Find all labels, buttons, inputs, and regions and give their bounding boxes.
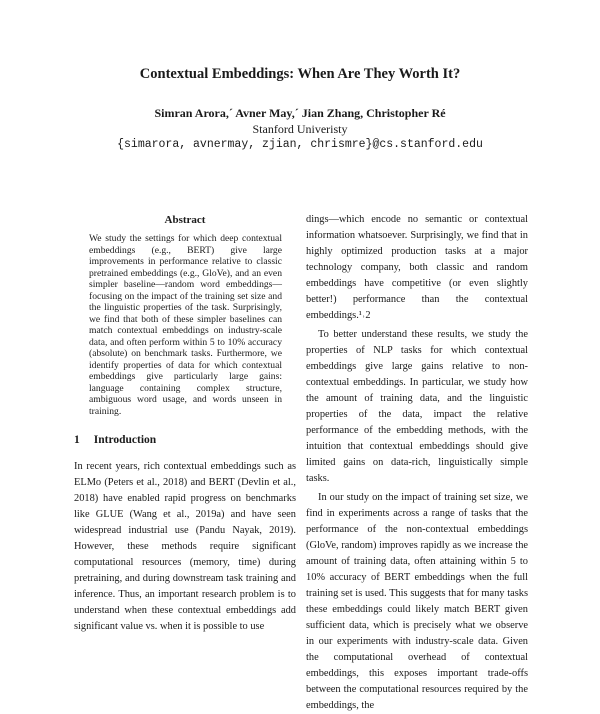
right-paragraph-1: dings—which encode no semantic or contextual information whatsoever. Surprisingly, we find that in highly optimized production tasks at a major technology company, both classic and random embeddings have competitive (or even slightly better!) performance than the contextual embeddings.¹˒2	[306, 214, 528, 321]
right-column-body	[306, 212, 528, 714]
right-paragraph-3: In our study on the impact of training set size, we find in experiments across a range of tasks that the performance of the non-contextual embeddings (GloVe, random) improves rapidly as we increase the amount of training data, often attaining within 5 to 10% accuracy of BERT embeddings when the full training set is used. This suggests that for many tasks these embeddings could likely match BERT given sufficient data, which is precisely what we observe in our experiments with industry-scale data. Given the computational overhead of contextual embeddings, this exposes important trade-offs between the computational resources required by the embeddings, the	[306, 492, 528, 711]
intro-paragraph-1: In recent years, rich contextual embeddings such as ELMo (Peters et al., 2018) and BERT (Devlin et al., 2018) have enabled rapid progress on benchmarks like GLUE (Wang et al., 2019a) and have seen widespread industrial use (Pandu Nayak, 2019). However, these methods require significant computational resources (memory, time) during pretraining, and during downstream task training and inference. Thus, an important research problem is to understand when these contextual embeddings add significant value vs. when it is possible to use	[74, 461, 296, 632]
section-number: 1	[74, 434, 80, 446]
left-column-body	[74, 459, 296, 635]
paper-title: Contextual Embeddings: When Are They Worth It?	[139, 66, 461, 82]
author-names: Simran Arora,´ Avner May,´ Jian Zhang, Christopher Ré	[154, 106, 446, 120]
affiliation: Stanford Univeristy	[252, 122, 348, 136]
right-paragraph-2: To better understand these results, we study the properties of NLP tasks for which contextual embeddings give large gains relative to non-contextual embeddings. In particular, we study how the amount of training data, and the linguistic properties of the data, impact the relative performance of the embedding methods, with the intuition that contextual embeddings should give limited gains on data-rich, linguistically simple tasks.	[306, 329, 528, 484]
abstract-heading: Abstract	[164, 214, 206, 226]
abstract-text: We study the settings for which deep contextual embeddings (e.g., BERT) give large improvements in performance relative to classic pretrained embeddings (e.g., GloVe), and an even simpler baseline—random word embeddings—focusing on the impact of the training set size and the linguistic properties of the task. Surprisingly, we find that both of these simpler baselines can match contextual embeddings on industry-scale data, and often perform within 5 to 10% accuracy (absolute) on benchmark tasks. Furthermore, we identify properties of data for which contextual embeddings give particularly large gains: language containing complex structure, ambiguous word usage, and words unseen in training.	[89, 233, 282, 417]
section-title: Introduction	[93, 434, 157, 446]
author-emails: {simarora, avnermay, zjian, chrismre}@cs.stanford.edu	[117, 138, 483, 151]
